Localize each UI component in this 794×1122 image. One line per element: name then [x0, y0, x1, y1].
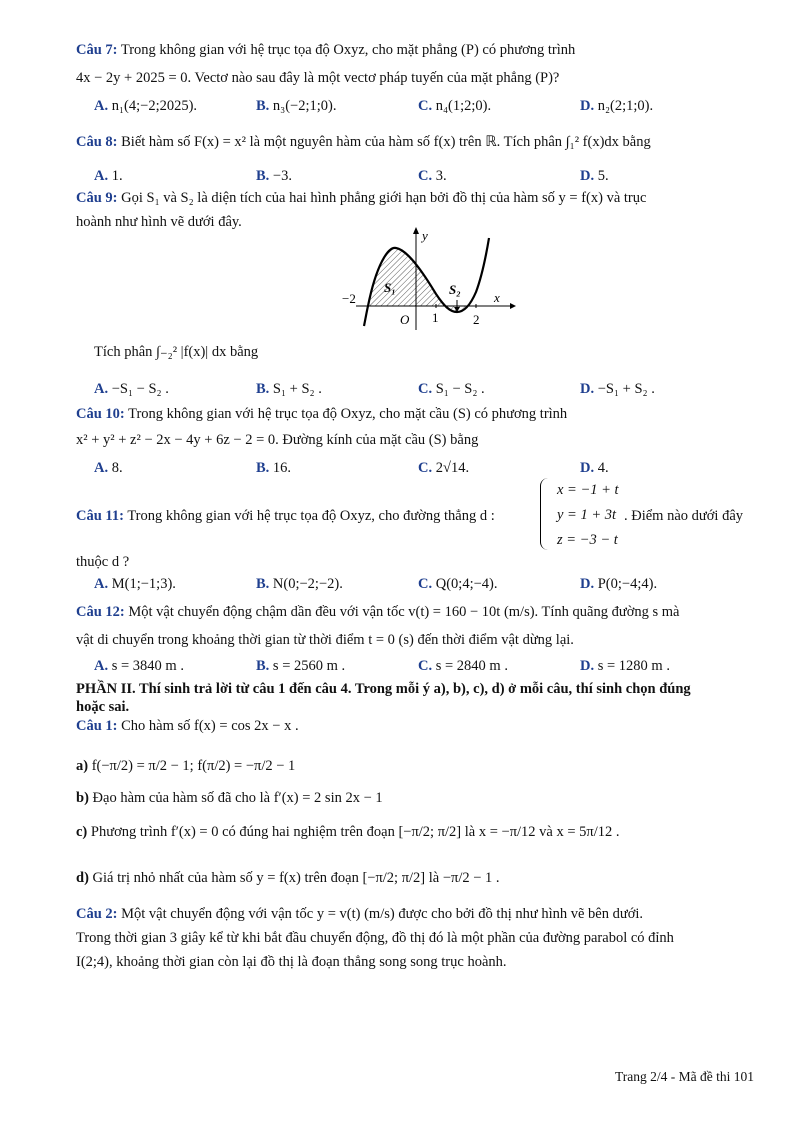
option-b: B. 16.: [256, 460, 292, 476]
origin-label: O: [400, 312, 410, 327]
question-label: Câu 7:: [76, 42, 118, 58]
statement-c: c) Phương trình f′(x) = 0 có đúng hai nghiệm trên đoạn [−π/2; π/2] là x = −π/12 và x = 5π/12 .: [76, 824, 620, 840]
question-text: Một vật chuyển động chậm dần đều với vận tốc v(t) = 160 − 10t (m/s). Tính quãng đường s mà: [128, 604, 680, 620]
option-c: C. S₁ − S₂ .: [418, 381, 485, 397]
part2-question-2-line3: I(2;4), khoảng thời gian còn lại đồ thị là đoạn thẳng song song trục hoành.: [76, 954, 507, 970]
question-9: [76, 188, 756, 208]
function-graph: [336, 226, 516, 332]
question-12: [76, 602, 756, 622]
page-footer: Trang 2/4 - Mã đề thi 101: [615, 1069, 754, 1084]
question-7-line2: 4x − 2y + 2025 = 0. Vectơ nào sau đây là một vectơ pháp tuyến của mặt phẳng (P)?: [76, 70, 560, 86]
question-text: Trong không gian với hệ trục tọa độ Oxyz, cho mặt phẳng (P) có phương trình: [120, 42, 576, 58]
option-d: D. n₂(2;1;0).: [580, 98, 654, 114]
tick-2-label: 2: [473, 312, 480, 327]
question-11: [76, 506, 536, 526]
option-d: D. −S₁ + S₂ .: [580, 381, 655, 397]
part2-question-2-line2: Trong thời gian 3 giây kể từ khi bắt đầu chuyển động, đồ thị đó là một phần của đường parabol có đỉnh: [76, 930, 674, 946]
question-label: Câu 10:: [76, 406, 125, 422]
x-label: x: [494, 290, 500, 305]
question-label: Câu 1:: [76, 718, 118, 734]
s1-label: S₁: [384, 280, 396, 295]
part2-question-2: [76, 904, 756, 924]
question-7: [76, 40, 756, 60]
tick-neg2-label: −2: [342, 291, 356, 306]
question-11-line3: thuộc d ?: [76, 554, 130, 570]
question-text: Trong không gian với hệ trục tọa độ Oxyz, cho mặt cầu (S) có phương trình: [128, 406, 568, 422]
y-axis-arrow: [413, 227, 419, 234]
question-9-line3: Tích phân ∫₋₂² |f(x)| dx bằng: [94, 344, 259, 360]
system-eq-1: x = −1 + t: [557, 482, 619, 498]
option-a: A. s = 3840 m .: [94, 658, 184, 674]
question-text: Gọi S₁ và S₂ là diện tích của hai hình phẳng giới hạn bởi đồ thị của hàm số y = f(x) và trục: [121, 190, 647, 206]
question-9-line2: hoành như hình vẽ dưới đây.: [76, 214, 242, 230]
option-d: D. P(0;−4;4).: [580, 576, 658, 592]
option-d: D. 5.: [580, 168, 609, 184]
option-d: D. s = 1280 m .: [580, 658, 670, 674]
option-c: C. 3.: [418, 168, 447, 184]
option-a: A. n₁(4;−2;2025).: [94, 98, 198, 114]
s2-label: S₂: [449, 282, 461, 297]
statement-b: b) Đạo hàm của hàm số đã cho là f′(x) = 2 sin 2x − 1: [76, 790, 383, 806]
option-c: C. n₄(1;2;0).: [418, 98, 492, 114]
question-11-text2: . Điểm nào dưới đây: [624, 508, 744, 524]
question-text: Cho hàm số f(x) = cos 2x − x .: [121, 718, 299, 734]
question-12-line2: vật di chuyển trong khoảng thời gian từ thời điểm t = 0 (s) đến thời điểm vật dừng lại.: [76, 632, 574, 648]
y-label: y: [422, 228, 428, 243]
option-b: B. −3.: [256, 168, 292, 184]
question-10: [76, 404, 756, 424]
tick-1-label: 1: [432, 310, 439, 325]
question-label: Câu 9:: [76, 190, 118, 206]
statement-a: a) f(−π/2) = π/2 − 1; f(π/2) = −π/2 − 1: [76, 758, 296, 774]
option-b: B. S₁ + S₂ .: [256, 381, 322, 397]
question-text: Trong không gian với hệ trục tọa độ Oxyz, cho đường thẳng d :: [127, 508, 495, 524]
question-10-line2: x² + y² + z² − 2x − 4y + 6z − 2 = 0. Đường kính của mặt cầu (S) bằng: [76, 432, 479, 448]
question-label: Câu 2:: [76, 906, 118, 922]
option-d: D. 4.: [580, 460, 609, 476]
question-text: Biết hàm số F(x) = x² là một nguyên hàm của hàm số f(x) trên ℝ. Tích phân ∫₁² f(x)dx bằng: [121, 134, 651, 150]
option-c: C. s = 2840 m .: [418, 658, 508, 674]
x-axis-arrow: [510, 303, 516, 309]
part2-question-1: [76, 716, 756, 736]
option-a: A. 1.: [94, 168, 123, 184]
option-a: A. 8.: [94, 460, 123, 476]
option-b: B. N(0;−2;−2).: [256, 576, 343, 592]
option-c: C. Q(0;4;−4).: [418, 576, 498, 592]
system-eq-2: y = 1 + 3t: [557, 507, 617, 523]
option-a: A. −S₁ − S₂ .: [94, 381, 169, 397]
question-label: Câu 8:: [76, 134, 118, 150]
option-a: A. M(1;−1;3).: [94, 576, 176, 592]
system-eq-3: z = −3 − t: [557, 532, 618, 548]
part-2-heading: PHẦN II. Thí sinh trả lời từ câu 1 đến câu 4. Trong mỗi ý a), b), c), d) ở mỗi câu, thí sinh chọn đúng hoặc sai.: [76, 681, 691, 715]
system-brace: [540, 478, 553, 550]
option-c: C. 2√14.: [418, 460, 470, 476]
statement-d: d) Giá trị nhỏ nhất của hàm số y = f(x) trên đoạn [−π/2; π/2] là −π/2 − 1 .: [76, 870, 500, 886]
question-label: Câu 11:: [76, 508, 124, 524]
option-b: B. s = 2560 m .: [256, 658, 346, 674]
option-b: B. n₃(−2;1;0).: [256, 98, 337, 114]
question-8: [76, 132, 756, 152]
question-label: Câu 12:: [76, 604, 125, 620]
question-text: Một vật chuyển động với vận tốc y = v(t) (m/s) được cho bởi đồ thị như hình vẽ bên dưới.: [121, 906, 644, 922]
